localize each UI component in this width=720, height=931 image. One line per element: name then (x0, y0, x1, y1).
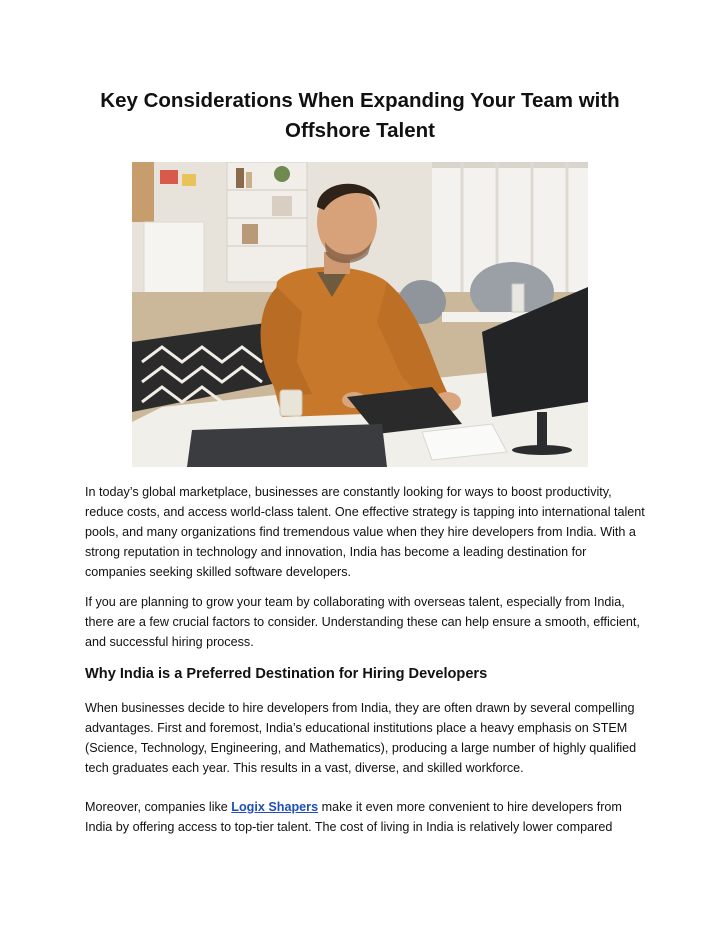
paragraph-moreover-end: make it even more convenient to hire developers from India by offering access to top-tier talent. The cost of living in India is relatively lower compared (85, 800, 622, 834)
hero-photo (132, 162, 588, 467)
paragraph-intro: In today’s global marketplace, businesses are constantly looking for ways to boost productivity, reduce costs, and access world-class talent. One effective strategy is tapping into international talent pools, and many organizations find tremendous value when they hire developers from India. With a strong reputation in technology and innovation, India has become a leading destination for companies seeking skilled software developers. (85, 485, 645, 579)
logix-shapers-link[interactable]: Logix Shapers (231, 800, 319, 814)
paragraph-advantages: When businesses decide to hire developers from India, they are often drawn by several compelling advantages. First and foremost, India’s educational institutions place a heavy emphasis on STEM (Science, Technology, Engineering, and Mathematics), producing a large number of highly qualified tech graduates each year. This results in a vast, diverse, and skilled workforce. (85, 701, 637, 775)
document-title (60, 86, 660, 146)
paragraph-moreover-start: Moreover, companies like (85, 800, 232, 814)
section-heading: Why India is a Preferred Destination for Hiring Developers (85, 666, 488, 682)
paragraph-moreover (85, 797, 645, 837)
title-line-2: Offshore Talent (285, 119, 435, 142)
paragraph-planning: If you are planning to grow your team by collaborating with overseas talent, especially from India, there are a few crucial factors to consider. Understanding these can help ensure a smooth, efficient, and successful hiring process. (85, 595, 640, 649)
title-line-1: Key Considerations When Expanding Your Team with (100, 89, 620, 112)
